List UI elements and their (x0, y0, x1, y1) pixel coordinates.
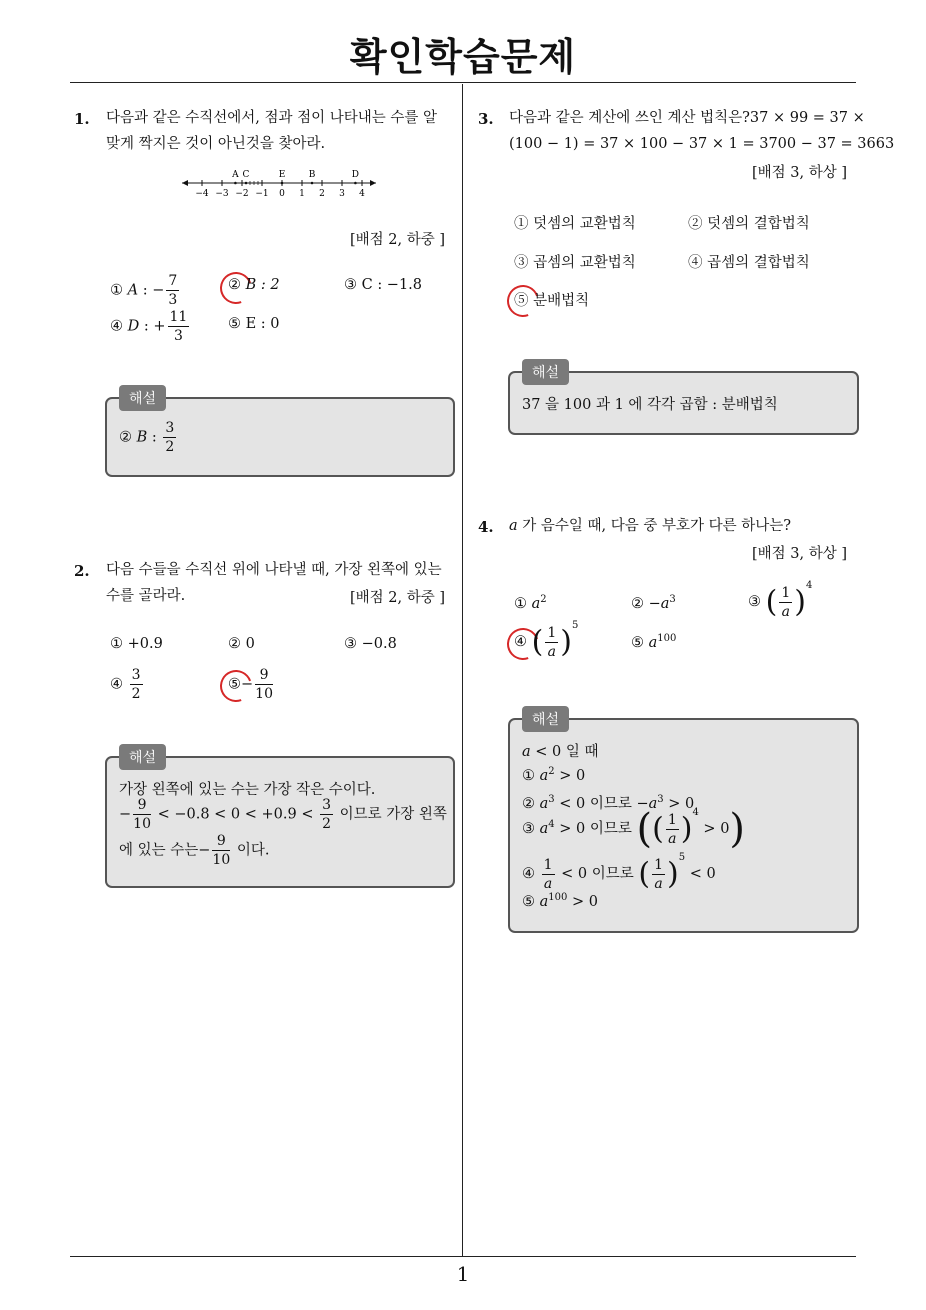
denominator: a (547, 643, 556, 660)
question-variable: a (509, 518, 518, 534)
option-4[interactable] (110, 666, 145, 703)
exponent: 3 (657, 794, 664, 806)
explanation-text: < 0 이므로 (556, 866, 639, 882)
tick-label: −4 (195, 189, 209, 199)
numerator: 9 (212, 832, 230, 851)
denominator: 2 (322, 816, 332, 832)
option-mark: ⑤ (631, 634, 644, 651)
option-mark: ② (631, 595, 644, 612)
option-1[interactable] (110, 272, 181, 309)
explanation-sep: : (147, 429, 162, 446)
number-line-point (281, 182, 284, 185)
points-label: [배점 2, 하중 ] (350, 232, 446, 248)
explanation-line (119, 832, 269, 869)
numerator: 1 (654, 856, 664, 873)
explanation-mark: ② (119, 429, 137, 446)
point-label: D (351, 170, 360, 180)
right-arrow-icon (370, 180, 376, 186)
tick-label: −1 (255, 189, 269, 199)
exponent: 2 (540, 594, 547, 605)
option-1[interactable] (514, 594, 547, 612)
option-text: B : 2 (245, 277, 280, 293)
explanation-tag: 해설 (522, 359, 569, 385)
denominator: a (781, 603, 790, 620)
explanation-text: < 0 일 때 (530, 744, 599, 760)
point-label: B (308, 170, 316, 180)
denominator: 10 (255, 686, 273, 702)
explanation-text: < 0 (685, 866, 716, 882)
points-label: [배점 3, 하상 ] (752, 546, 848, 562)
explanation-text: < 0 이므로 − (554, 796, 649, 812)
denominator: 3 (173, 328, 183, 344)
option-mark: ② (228, 277, 241, 293)
question-text-line: 맞게 짝지은 것이 아닌것을 찾아라. (106, 136, 326, 152)
option-4[interactable]: ④ 곱셈의 결합법칙 (688, 255, 810, 271)
numerator: 7 (168, 273, 178, 289)
denominator: a (543, 875, 553, 892)
explanation-box (105, 756, 455, 888)
number-line (176, 164, 386, 204)
explanation-tag: 해설 (119, 744, 166, 770)
fraction (130, 666, 143, 703)
explanation-text: > 0 (554, 767, 586, 784)
numerator: 3 (322, 797, 332, 813)
option-5[interactable] (228, 316, 280, 332)
fraction (168, 308, 190, 345)
explanation-tag: 해설 (522, 706, 569, 732)
number-line-point (311, 182, 314, 185)
numerator: 11 (169, 309, 188, 325)
fraction (133, 796, 151, 833)
tick-label: 3 (339, 189, 345, 199)
option-5[interactable] (631, 633, 676, 651)
number-line-point (354, 182, 357, 185)
option-sign: − (648, 595, 661, 612)
exponent: 3 (669, 594, 676, 605)
page-title: 확인학습문제 (349, 35, 577, 79)
question-text-line: 다음 수들을 수직선 위에 나타낼 때, 가장 왼쪽에 있는 (106, 562, 442, 578)
option-mark: ① (110, 282, 123, 299)
option-sign: : + (143, 318, 166, 335)
denominator: 10 (212, 852, 231, 868)
explanation-text: 이다. (232, 842, 270, 859)
explanation-text: > 0 이므로 (554, 821, 637, 837)
option-mark: ⑤ (228, 316, 241, 332)
explanation-mark: ③ (522, 821, 540, 837)
explanation-mark: ② (522, 796, 540, 812)
variable: a (539, 821, 549, 837)
option-mark: ③ (748, 594, 761, 610)
fraction (212, 832, 230, 869)
explanation-text: 이므로 가장 왼쪽 (335, 806, 447, 823)
explanation-line: 가장 왼쪽에 있는 수는 가장 작은 수이다. (119, 782, 376, 798)
question-text-line: 다음과 같은 계산에 쓰인 계산 법칙은?37 × 99 = 37 × (509, 110, 865, 126)
option-variable: A (127, 282, 139, 299)
numerator: 1 (667, 811, 677, 828)
option-3[interactable]: ③ −0.8 (344, 636, 397, 652)
option-3[interactable]: ③ 곱셈의 교환법칙 (514, 255, 636, 271)
option-variable: a (660, 595, 670, 612)
variable: a (539, 893, 549, 910)
explanation-line: ④ $\frac{1}{a}$ < 0 이므로 ( $\frac{1}{a}$ )$^5$ < 0 (522, 852, 716, 892)
question-number: 4. (478, 518, 494, 536)
fraction (666, 811, 679, 848)
option-5[interactable] (228, 666, 275, 703)
denominator: 2 (131, 686, 141, 702)
points-label: [배점 2, 하중 ] (350, 590, 446, 606)
numerator: 1 (543, 856, 553, 873)
sign: − (119, 806, 132, 823)
option-sign: − (241, 676, 254, 693)
exponent: 4 (548, 819, 555, 831)
explanation-mark: ⑤ (522, 893, 540, 910)
option-4[interactable]: ④ ( $\frac{1}{a}$ )$^5$ (514, 620, 579, 660)
explanation-variable: B (136, 429, 148, 446)
point-label: A (232, 170, 239, 180)
explanation-text (119, 419, 178, 456)
tick-label: −2 (235, 189, 249, 199)
explanation-box (508, 718, 859, 933)
option-4[interactable] (110, 308, 191, 345)
exponent: 100 (548, 892, 568, 903)
number-line-point (234, 182, 237, 185)
fraction (545, 624, 558, 661)
option-mark: ④ (514, 634, 527, 650)
numerator: 1 (547, 624, 557, 641)
fraction (163, 419, 176, 456)
tick-label: 1 (299, 189, 305, 199)
option-2[interactable] (228, 277, 280, 293)
variable: a (522, 744, 531, 760)
denominator: a (668, 830, 677, 847)
numerator: 1 (781, 584, 791, 601)
explanation-line (522, 766, 585, 784)
fraction (779, 584, 792, 621)
point-label: E (278, 170, 286, 180)
option-5[interactable]: ⑤ 분배법칙 (514, 293, 590, 309)
inequality-text: < −0.8 < 0 < +0.9 < (157, 806, 314, 823)
option-1[interactable]: ① 덧셈의 교환법칙 (514, 216, 636, 232)
exponent: 100 (657, 633, 677, 644)
explanation-text: > 0 (663, 796, 695, 812)
tick-label: 2 (319, 189, 325, 199)
number-line-point (245, 182, 248, 185)
tick-label: 0 (279, 189, 285, 199)
bottom-rule (70, 1256, 856, 1257)
question-number: 2. (74, 562, 90, 580)
option-sign: : − (142, 282, 165, 299)
option-mark: ④ (110, 318, 123, 335)
numerator: 9 (133, 796, 151, 815)
explanation-text: 에 있는 수는− (119, 842, 211, 859)
option-variable: a (648, 634, 658, 651)
option-text: C : −1.8 (361, 277, 423, 293)
variable: a (648, 796, 658, 812)
point-label: C (242, 170, 250, 180)
denominator: 2 (165, 439, 175, 455)
option-mark: ④ (110, 676, 123, 693)
denominator: 10 (133, 816, 151, 832)
question-number: 3. (478, 110, 494, 128)
points-label: [배점 3, 하상 ] (752, 165, 848, 181)
option-mark: ① (514, 595, 527, 612)
left-arrow-icon (182, 180, 188, 186)
column-divider (462, 84, 463, 1256)
explanation-mark: ④ (522, 866, 540, 882)
question-number: 1. (74, 110, 90, 128)
question-text (509, 513, 791, 539)
exponent: 5 (678, 852, 686, 863)
question-text-line: 다음과 같은 수직선에서, 점과 점이 나타내는 수를 알 (106, 110, 438, 126)
explanation-text: > 0 (698, 821, 730, 837)
option-variable: a (531, 595, 541, 612)
variable: a (539, 796, 549, 812)
option-3[interactable]: ③ ( $\frac{1}{a}$ )$^4$ (748, 580, 813, 620)
question-text-line: (100 − 1) = 37 × 100 − 37 × 1 = 3700 − 37 = 3663 (509, 136, 895, 152)
denominator: a (654, 875, 663, 892)
exponent: 4 (805, 580, 813, 591)
explanation-mark: ① (522, 767, 540, 784)
page-number: 1 (456, 1262, 470, 1286)
option-text: E : 0 (245, 316, 280, 332)
explanation-line (119, 796, 447, 833)
option-variable: D (127, 318, 140, 335)
option-1[interactable]: ① +0.9 (110, 636, 163, 652)
explanation-line (522, 892, 598, 910)
fraction (652, 856, 665, 893)
explanation-line (522, 740, 598, 761)
tick-label: −3 (215, 189, 229, 199)
numerator: 9 (255, 666, 273, 685)
option-3[interactable] (344, 277, 422, 293)
exponent: 2 (548, 766, 555, 777)
question-text (509, 105, 894, 157)
fraction (542, 856, 555, 893)
option-2[interactable]: ② 덧셈의 결합법칙 (688, 216, 810, 232)
numerator: 3 (165, 420, 175, 436)
explanation-text: > 0 (567, 893, 598, 910)
fraction (320, 796, 333, 833)
denominator: 3 (168, 292, 178, 308)
explanation-tag: 해설 (119, 385, 166, 411)
exponent: 5 (571, 620, 579, 631)
tick-label: 4 (359, 189, 365, 199)
explanation-line: ③ $a^4 > 0$ 이므로 (( $\frac{1}{a}$ )$^4$ > 0) (522, 806, 746, 852)
question-text-line: 수를 골라라. (106, 588, 186, 604)
exponent: 4 (692, 807, 699, 818)
option-mark: ③ (344, 277, 357, 293)
question-text-line: 가 음수일 때, 다음 중 부호가 다른 하나는? (517, 518, 792, 534)
explanation-text: 37 을 100 과 1 에 각각 곱함 : 분배법칙 (522, 397, 778, 413)
fraction (255, 666, 273, 703)
exponent: 3 (548, 794, 555, 806)
top-rule (70, 82, 856, 83)
fraction (166, 272, 179, 309)
option-mark: ⑤ (228, 676, 241, 693)
numerator: 3 (131, 667, 141, 683)
question-text (106, 105, 437, 157)
variable: a (539, 767, 549, 784)
option-2[interactable] (631, 594, 676, 612)
option-2[interactable]: ② 0 (228, 636, 255, 652)
